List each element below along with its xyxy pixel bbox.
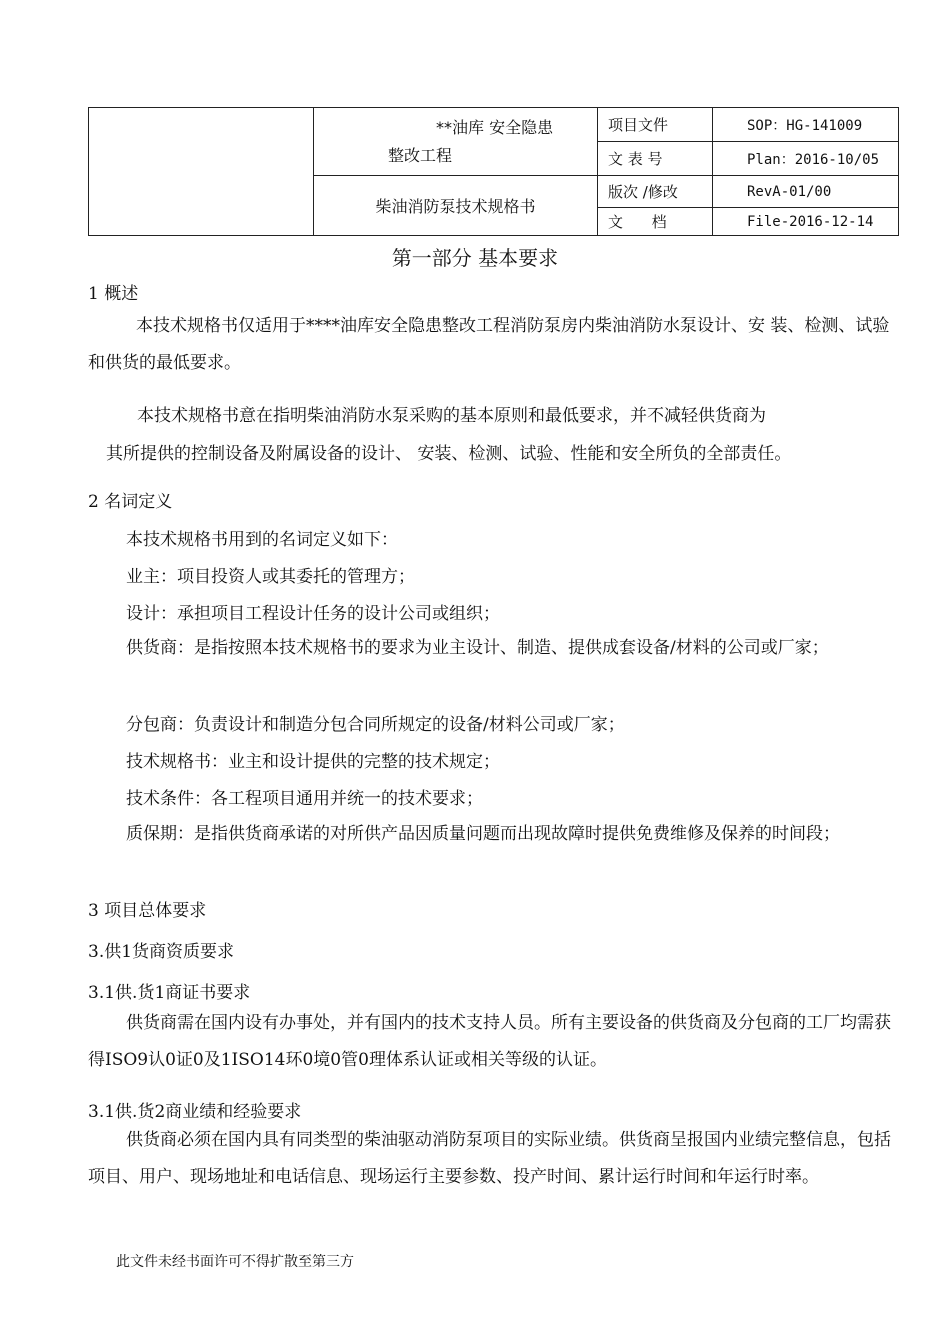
- logo-cell: [89, 108, 314, 236]
- definition-owner: 业主：项目投资人或其委托的管理方；: [126, 567, 415, 587]
- section-3-heading: 3 项目总体要求: [88, 901, 207, 921]
- certificate-paragraph: 供货商需在国内设有办事处，并有国内的技术支持人员。所有主要设备的供货商及分包商的工厂均需获得ISO9认0证0及1ISO14环0境0管0理体系认证或相关等级的认证。: [88, 1013, 891, 1070]
- definition-subcontractor: 分包商：负责设计和制造分包合同所规定的设备/材料公司或厂家；: [126, 715, 625, 735]
- overview-paragraph-2b: 其所提供的控制设备及附属设备的设计、 安装、检测、试验、性能和安全所负的全部责任。: [106, 444, 792, 464]
- part-title: 第一部分 基本要求: [391, 246, 559, 270]
- section-3-1-2-heading: 3.1供.货2商业绩和经验要求: [88, 1102, 302, 1122]
- overview-paragraph-1: 本技术规格书仅适用于****油库安全隐患整改工程消防泵房内柴油消防水泵设计、安 装、检测、试验和供货的最低要求。: [88, 316, 890, 373]
- section-2-heading: 2 名词定义: [88, 492, 173, 512]
- section-3-1-1-heading: 3.1供.货1商证书要求: [88, 983, 251, 1003]
- definition-supplier: 供货商：是指按照本技术规格书的要求为业主设计、制造、提供成套设备/材料的公司或厂家；: [126, 638, 829, 658]
- definition-tech-spec: 技术规格书：业主和设计提供的完整的技术规定；: [126, 752, 500, 772]
- definition-warranty: 质保期：是指供货商承诺的对所供产品因质量问题而出现故障时提供免费维修及保养的时间段；: [126, 824, 840, 844]
- header-key-document: [598, 208, 713, 236]
- experience-paragraph: 供货商必须在国内具有同类型的柴油驱动消防泵项目的实际业绩。供货商呈报国内业绩完整信息，包括项目、用户、现场地址和电话信息、现场运行主要参数、投产时间、累计运行时间和年运行时率。: [88, 1130, 891, 1187]
- project-title-cell: [314, 108, 598, 176]
- overview-paragraph-2a: 本技术规格书意在指明柴油消防水泵采购的基本原则和最低要求，并不减轻供货商为: [137, 406, 766, 426]
- project-title-line2: 整改工程: [388, 145, 453, 165]
- header-key-form-no: 文 表 号: [598, 142, 713, 176]
- header-key-project-file: 项目文件: [598, 108, 713, 142]
- header-key-revision: 版次 /修改: [598, 176, 713, 208]
- definition-tech-conditions: 技术条件：各工程项目通用并统一的技术要求；: [126, 789, 483, 809]
- definition-designer: 设计：承担项目工程设计任务的设计公司或组织；: [126, 604, 500, 624]
- header-value-project-file: SOP：HG-141009: [713, 108, 899, 142]
- header-value-form-no: Plan：2016-10/05: [713, 142, 899, 176]
- definitions-intro: 本技术规格书用到的名词定义如下：: [126, 530, 398, 550]
- doc-title-cell: 柴油消防泵技术规格书: [314, 176, 598, 236]
- section-1-heading: 1 概述: [88, 284, 139, 304]
- header-value-revision: RevA-01/00: [713, 176, 899, 208]
- document-header-table: [88, 107, 899, 236]
- header-value-document: File-2016-12-14: [713, 208, 899, 236]
- footer-notice: 此文件未经书面许可不得扩散至第三方: [116, 1254, 354, 1270]
- section-3-1-heading: 3.供1货商资质要求: [88, 942, 235, 962]
- header-key-document-text: 文 档: [608, 213, 667, 231]
- project-title-line1: **油库 安全隐患: [436, 117, 554, 137]
